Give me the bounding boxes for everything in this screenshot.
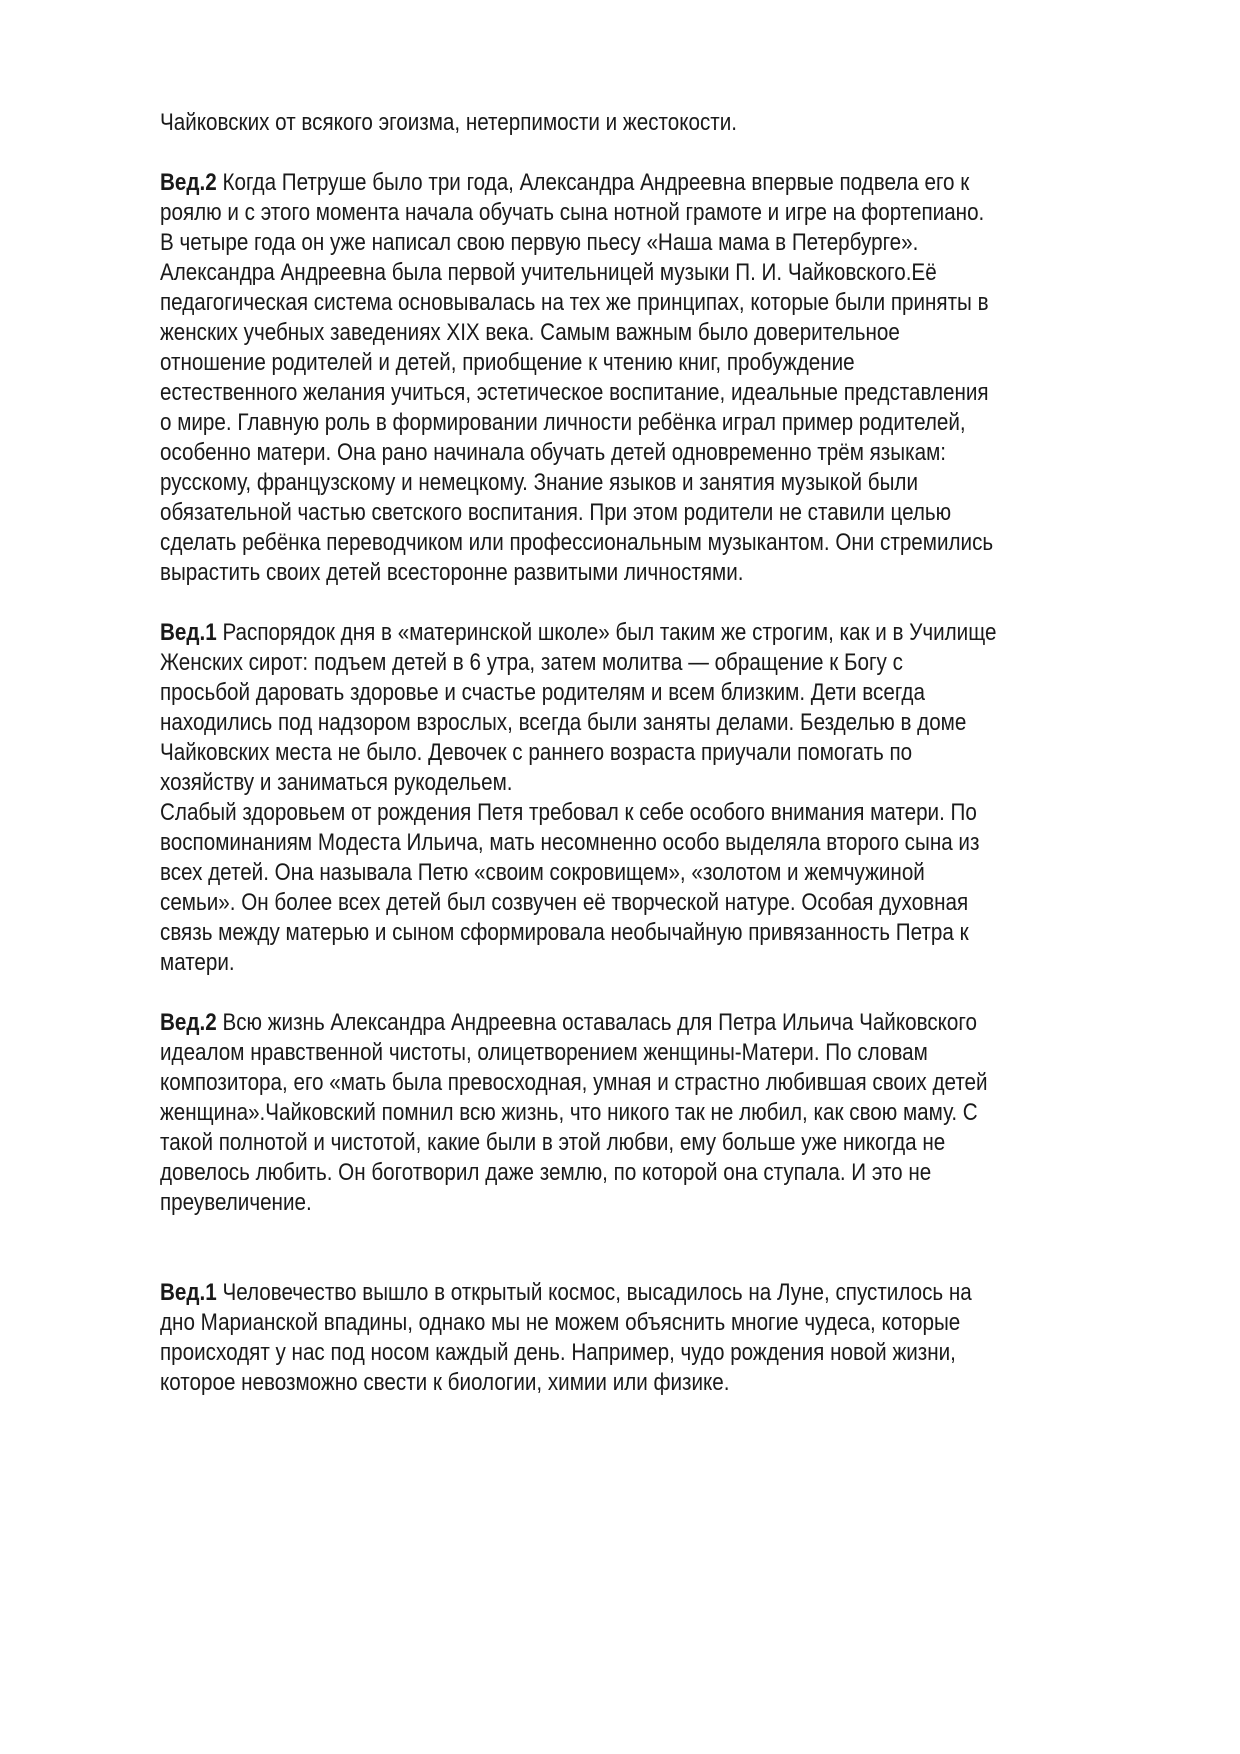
paragraph	[160, 1008, 1160, 1218]
text-line	[160, 738, 1020, 768]
line-text: идеалом нравственной чистоты, олицетворением женщины-Матери. По словам	[160, 1039, 928, 1066]
text-line	[160, 888, 1020, 918]
line-text: которое невозможно свести к биологии, химии или физике.	[160, 1369, 730, 1396]
line-text: о мире. Главную роль в формировании личности ребёнка играл пример родителей,	[160, 409, 966, 436]
text-line	[160, 498, 1020, 528]
text-line	[160, 258, 1020, 288]
line-text: Александра Андреевна была первой учительницей музыки П. И. Чайковского.Её	[160, 259, 937, 286]
text-line	[160, 858, 1020, 888]
paragraph	[160, 108, 1160, 138]
text-line	[160, 1008, 1020, 1038]
line-text: Распорядок дня в «материнской школе» был таким же строгим, как и в Училище	[216, 619, 997, 646]
line-text: особенно матери. Она рано начинала обучать детей одновременно трём языкам:	[160, 439, 946, 466]
text-line	[160, 558, 1020, 588]
speaker-label: Вед.1	[160, 1279, 217, 1306]
text-line	[160, 1068, 1020, 1098]
text-line	[160, 1338, 1020, 1368]
text-line	[160, 1308, 1020, 1338]
text-line	[160, 768, 1020, 798]
text-line	[160, 678, 1020, 708]
line-text: воспоминаниям Модеста Ильича, мать несомненно особо выделяла второго сына из	[160, 829, 980, 856]
document-page	[160, 108, 1160, 1428]
text-line	[160, 438, 1020, 468]
speaker-label: Вед.1	[160, 619, 217, 646]
text-line	[160, 378, 1020, 408]
text-line	[160, 1188, 1020, 1218]
text-line	[160, 1278, 1020, 1308]
line-text: композитора, его «мать была превосходная, умная и страстно любившая своих детей	[160, 1069, 988, 1096]
line-text: дно Марианской впадины, однако мы не можем объяснить многие чудеса, которые	[160, 1309, 961, 1336]
text-line	[160, 468, 1020, 498]
text-line	[160, 648, 1020, 678]
line-text: русскому, французскому и немецкому. Знание языков и занятия музыкой были	[160, 469, 918, 496]
text-line	[160, 1368, 1020, 1398]
line-text: происходят у нас под носом каждый день. Например, чудо рождения новой жизни,	[160, 1339, 956, 1366]
line-text: преувеличение.	[160, 1189, 312, 1216]
line-text: находились под надзором взрослых, всегда были заняты делами. Безделью в доме	[160, 709, 967, 736]
line-text: Когда Петруше было три года, Александра Андреевна впервые подвела его к	[216, 169, 970, 196]
speaker-label: Вед.2	[160, 169, 217, 196]
text-line	[160, 708, 1020, 738]
text-line	[160, 1098, 1020, 1128]
text-line	[160, 198, 1020, 228]
text-line	[160, 168, 1020, 198]
text-line	[160, 918, 1020, 948]
line-text: роялю и с этого момента начала обучать сына нотной грамоте и игре на фортепиано.	[160, 199, 985, 226]
text-line	[160, 1128, 1020, 1158]
paragraph	[160, 618, 1160, 978]
line-text: Всю жизнь Александра Андреевна оставалась для Петра Ильича Чайковского	[216, 1009, 977, 1036]
line-text: хозяйству и заниматься рукодельем.	[160, 769, 513, 796]
line-text: матери.	[160, 949, 235, 976]
line-text: семьи». Он более всех детей был созвучен её творческой натуре. Особая духовная	[160, 889, 969, 916]
text-line	[160, 288, 1020, 318]
line-text: Женских сирот: подъем детей в 6 утра, затем молитва — обращение к Богу с	[160, 649, 903, 676]
line-text: просьбой даровать здоровье и счастье родителям и всем близким. Дети всегда	[160, 679, 925, 706]
line-text: Человечество вышло в открытый космос, высадилось на Луне, спустилось на	[216, 1279, 972, 1306]
text-line	[160, 618, 1020, 648]
text-line	[160, 1038, 1020, 1068]
text-line	[160, 318, 1020, 348]
text-line	[160, 828, 1020, 858]
text-line	[160, 798, 1020, 828]
line-text: вырастить своих детей всесторонне развитыми личностями.	[160, 559, 744, 586]
text-line	[160, 108, 1020, 138]
line-text: Чайковских места не было. Девочек с раннего возраста приучали помогать по	[160, 739, 913, 766]
line-text: такой полнотой и чистотой, какие были в этой любви, ему больше уже никогда не	[160, 1129, 946, 1156]
speaker-label: Вед.2	[160, 1009, 217, 1036]
text-line	[160, 348, 1020, 378]
line-text: женщина».Чайковский помнил всю жизнь, что никого так не любил, как свою маму. С	[160, 1099, 978, 1126]
text-line	[160, 228, 1020, 258]
text-line	[160, 408, 1020, 438]
line-text: довелось любить. Он боготворил даже землю, по которой она ступала. И это не	[160, 1159, 932, 1186]
line-text: связь между матерью и сыном сформировала необычайную привязанность Петра к	[160, 919, 969, 946]
line-text: обязательной частью светского воспитания. При этом родители не ставили целью	[160, 499, 952, 526]
text-line	[160, 528, 1020, 558]
text-line	[160, 948, 1020, 978]
line-text: естественного желания учиться, эстетическое воспитание, идеальные представления	[160, 379, 989, 406]
line-text: Чайковских от всякого эгоизма, нетерпимости и жестокости.	[160, 109, 737, 136]
line-text: педагогическая система основывалась на тех же принципах, которые были приняты в	[160, 289, 989, 316]
paragraph	[160, 1278, 1160, 1398]
line-text: Слабый здоровьем от рождения Петя требовал к себе особого внимания матери. По	[160, 799, 977, 826]
line-text: В четыре года он уже написал свою первую пьесу «Наша мама в Петербурге».	[160, 229, 919, 256]
line-text: женских учебных заведениях XIX века. Самым важным было доверительное	[160, 319, 900, 346]
line-text: сделать ребёнка переводчиком или профессиональным музыкантом. Они стремились	[160, 529, 994, 556]
line-text: отношение родителей и детей, приобщение к чтению книг, пробуждение	[160, 349, 855, 376]
line-text: всех детей. Она называла Петю «своим сокровищем», «золотом и жемчужиной	[160, 859, 925, 886]
paragraph	[160, 168, 1160, 588]
text-line	[160, 1158, 1020, 1188]
